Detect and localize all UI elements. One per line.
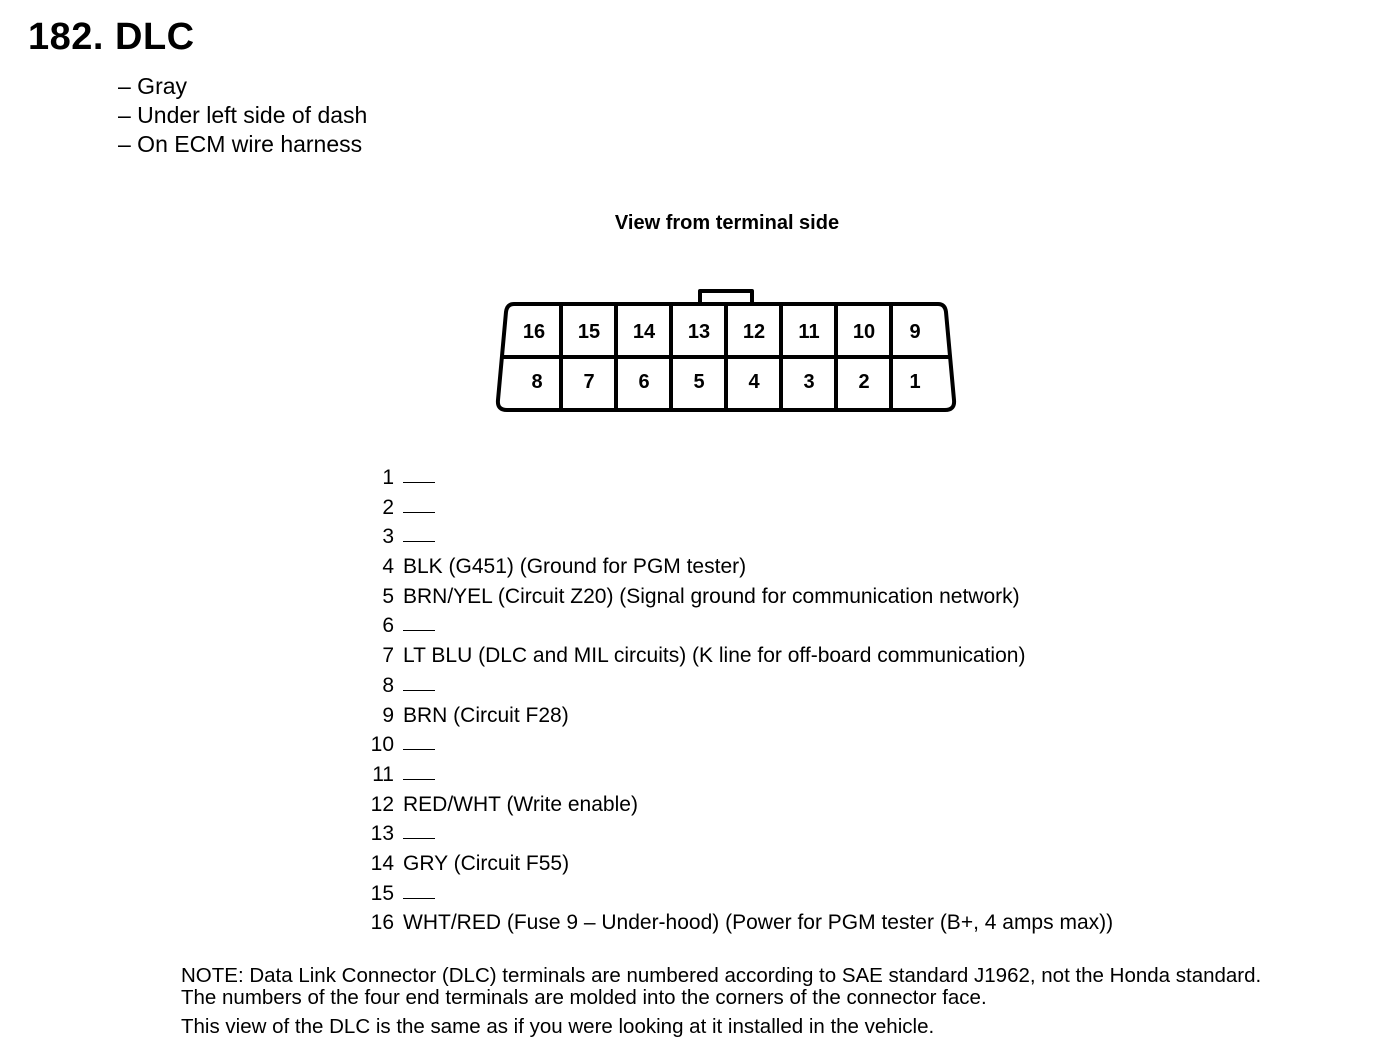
pin-number: 5 xyxy=(382,584,394,608)
pin-row xyxy=(360,760,1113,790)
unused-dash xyxy=(403,482,435,483)
terminal-7: 7 xyxy=(583,371,595,393)
terminal-11: 11 xyxy=(798,321,820,343)
unused-dash xyxy=(403,779,435,780)
pin-description: WHT/RED (Fuse 9 – Under-hood) (Power for PGM tester (B+, 4 amps max)) xyxy=(403,911,1114,935)
detail-location: – Under left side of dash xyxy=(118,102,368,128)
pin-description: BRN/YEL (Circuit Z20) (Signal ground for communication network) xyxy=(403,584,1020,608)
pin-row xyxy=(360,641,1113,671)
pin-number: 8 xyxy=(382,673,394,697)
note-line: This view of the DLC is the same as if you were looking at it installed in the vehicle. xyxy=(181,1015,935,1038)
pin-row xyxy=(360,522,1113,552)
pin-row xyxy=(360,819,1113,849)
pin-row xyxy=(360,611,1113,641)
connector-svg xyxy=(490,282,970,422)
pin-number: 11 xyxy=(372,762,394,786)
pin-number: 16 xyxy=(370,911,394,935)
pin-description: RED/WHT (Write enable) xyxy=(403,792,638,816)
location-details xyxy=(118,72,367,159)
terminal-8: 8 xyxy=(531,371,543,393)
pin-row xyxy=(360,582,1113,612)
pin-row xyxy=(360,463,1113,493)
terminal-6: 6 xyxy=(638,371,650,393)
pin-description: LT BLU (DLC and MIL circuits) (K line for off-board communication) xyxy=(403,644,1026,668)
pin-row xyxy=(360,849,1113,879)
note-line: The numbers of the four end terminals are molded into the corners of the connector face. xyxy=(181,986,987,1009)
pin-number: 13 xyxy=(370,822,394,846)
terminal-10: 10 xyxy=(852,321,876,343)
page-title: 182. DLC xyxy=(28,16,195,58)
terminal-2: 2 xyxy=(858,371,870,393)
pin-number: 10 xyxy=(370,733,394,757)
unused-dash xyxy=(403,838,435,839)
pin-number: 7 xyxy=(382,644,394,668)
pin-row xyxy=(360,671,1113,701)
terminal-4: 4 xyxy=(748,371,760,393)
pin-number: 9 xyxy=(382,703,394,727)
unused-dash xyxy=(403,630,435,631)
note-block xyxy=(181,965,1261,1038)
pin-number: 1 xyxy=(382,466,394,489)
pin-description: BRN (Circuit F28) xyxy=(403,703,569,727)
pin-number: 2 xyxy=(382,495,394,519)
unused-dash xyxy=(403,749,435,750)
pin-row xyxy=(360,908,1113,938)
pin-number: 12 xyxy=(370,792,394,816)
pin-number: 14 xyxy=(370,851,394,875)
terminal-1: 1 xyxy=(909,371,921,393)
note-line: NOTE: Data Link Connector (DLC) terminals are numbered according to SAE standard J1962, not the Honda standard. xyxy=(181,964,1262,987)
terminal-15: 15 xyxy=(577,321,601,343)
pin-number: 3 xyxy=(382,525,394,549)
unused-dash xyxy=(403,541,435,542)
view-label: View from terminal side xyxy=(614,212,840,234)
terminal-3: 3 xyxy=(803,371,815,393)
terminal-5: 5 xyxy=(693,371,705,393)
pin-row xyxy=(360,790,1113,820)
pin-row xyxy=(360,493,1113,523)
pin-number: 6 xyxy=(382,614,394,638)
pin-number: 4 xyxy=(382,555,394,579)
pin-row xyxy=(360,552,1113,582)
unused-dash xyxy=(403,512,435,513)
pin-description: GRY (Circuit F55) xyxy=(403,851,570,875)
pin-description: BLK (G451) (Ground for PGM tester) xyxy=(403,555,747,579)
terminal-9: 9 xyxy=(909,321,921,343)
terminal-12: 12 xyxy=(742,321,766,343)
pin-row xyxy=(360,730,1113,760)
unused-dash xyxy=(403,898,435,899)
pin-row xyxy=(360,701,1113,731)
detail-harness: – On ECM wire harness xyxy=(118,131,363,157)
pin-number: 15 xyxy=(370,881,394,905)
terminal-14: 14 xyxy=(632,321,656,343)
terminal-13: 13 xyxy=(687,321,711,343)
detail-color: – Gray xyxy=(118,73,188,99)
unused-dash xyxy=(403,690,435,691)
dlc-connector-diagram xyxy=(490,282,970,422)
terminal-16: 16 xyxy=(522,321,546,343)
pin-assignment-list xyxy=(360,463,1113,938)
pin-row xyxy=(360,879,1113,909)
